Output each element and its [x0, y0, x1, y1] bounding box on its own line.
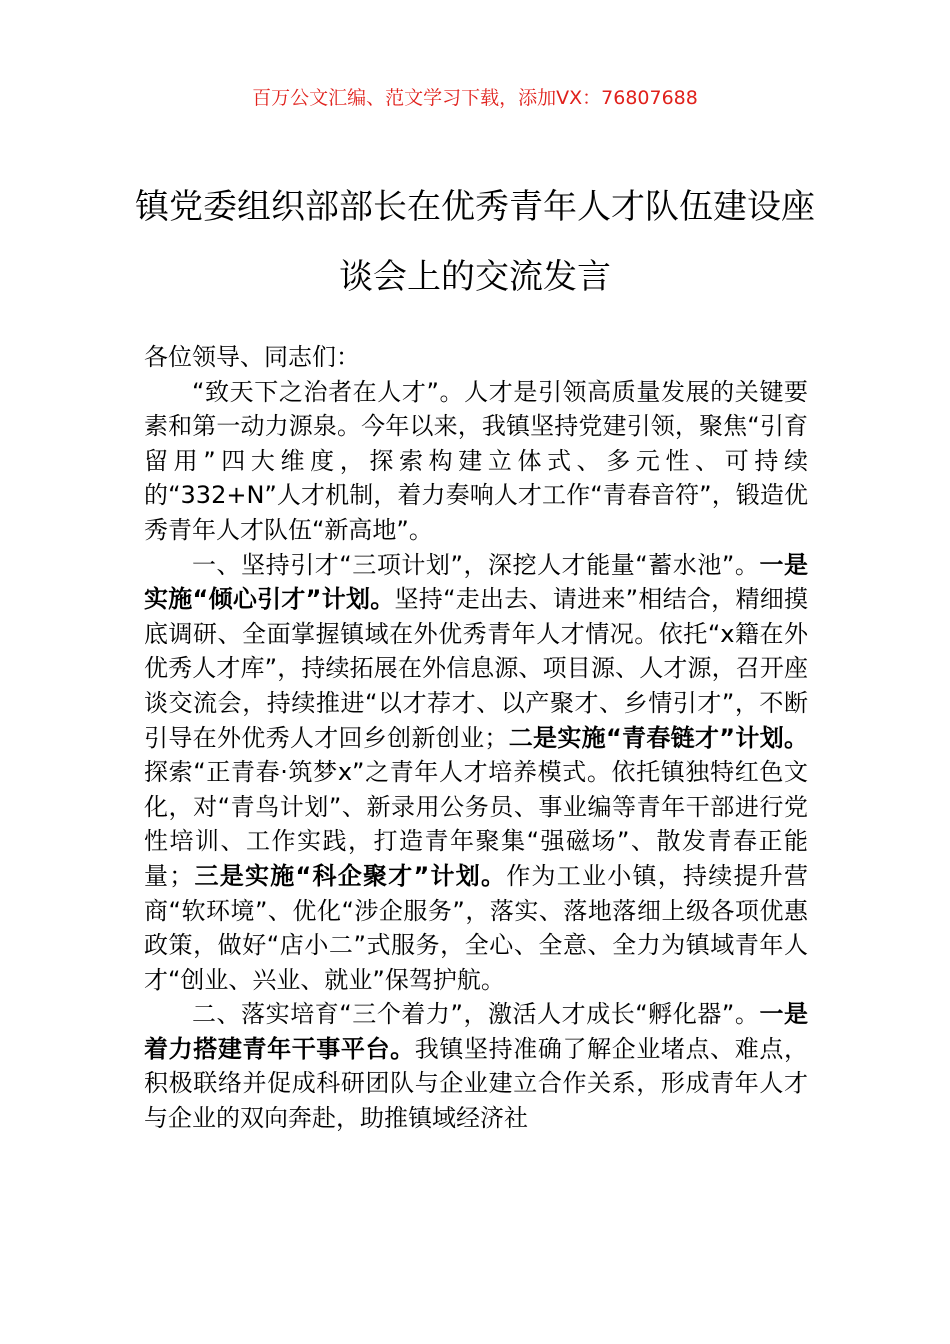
- document-title: 镇党委组织部部长在优秀青年人才队伍建设座谈会上的交流发言: [135, 187, 815, 297]
- paragraph-text: 作为工业小镇，持续提升营商“软环境”、优化“涉企服务”，落实、落地落细上级各项优惠政策，做好“店小二”式服务，全心、全意、全力为镇域青年人才“创业、兴业、就业”保驾护航。: [144, 861, 809, 994]
- header-note: 百万公文汇编、范文学习下载，添加VX：76807688: [252, 87, 698, 109]
- sub-point-heading: 一是着力搭建青年干事平台。: [144, 1000, 809, 1063]
- salutation: 各位领导、同志们：: [144, 343, 360, 371]
- paragraph-text: 探索“正青春·筑梦x”之青年人才培养模式。依托镇独特红色文化，对“青鸟计划”、新录用公务员、事业编等青年干部进行党性培训、工作实践，打造青年聚集“强磁场”、散发青春正能量；: [144, 758, 808, 890]
- sub-point-heading: 二是实施“青春链才”计划。: [508, 723, 809, 752]
- section-heading: 一、坚持引才“三项计划”，深挖人才能量“蓄水池”。: [192, 550, 760, 579]
- paragraph-section-one: [144, 548, 808, 998]
- sub-point-heading: 三是实施“科企聚才”计划。: [193, 861, 507, 890]
- paragraph-text: “致天下之治者在人才”。人才是引领高质量发展的关键要素和第一动力源泉。今年以来，我镇坚持党建引领，聚焦“引育留用”四大维度，探索构建立体式、多元性、可持续的“332+N”人才机制，着力奏响人才工作“青春音符”，锻造优秀青年人才队伍“新高地”。: [144, 377, 808, 544]
- sub-point-heading: 一是实施“倾心引才”计划。: [144, 550, 809, 614]
- section-heading: 二、落实培育“三个着力”，激活人才成长“孵化器”。: [192, 1000, 760, 1029]
- paragraph-text: 坚持“走出去、请进来”相结合，精细摸底调研、全面掌握镇域在外优秀青年人才情况。依托“x籍在外优秀人才库”，持续拓展在外信息源、项目源、人才源，召开座谈交流会，持续推进“以才荐才、以产聚才、乡情引才”，不断引导在外优秀人才回乡创新创业；: [144, 585, 808, 752]
- paragraph-text: 我镇坚持准确了解企业堵点、难点，积极联络并促成科研团队与企业建立合作关系，形成青年人才与企业的双向奔赴，助推镇域经济社: [144, 1034, 809, 1133]
- paragraph-section-two: [144, 997, 808, 1135]
- document-body: [144, 340, 808, 1136]
- paragraph-intro: [144, 375, 808, 548]
